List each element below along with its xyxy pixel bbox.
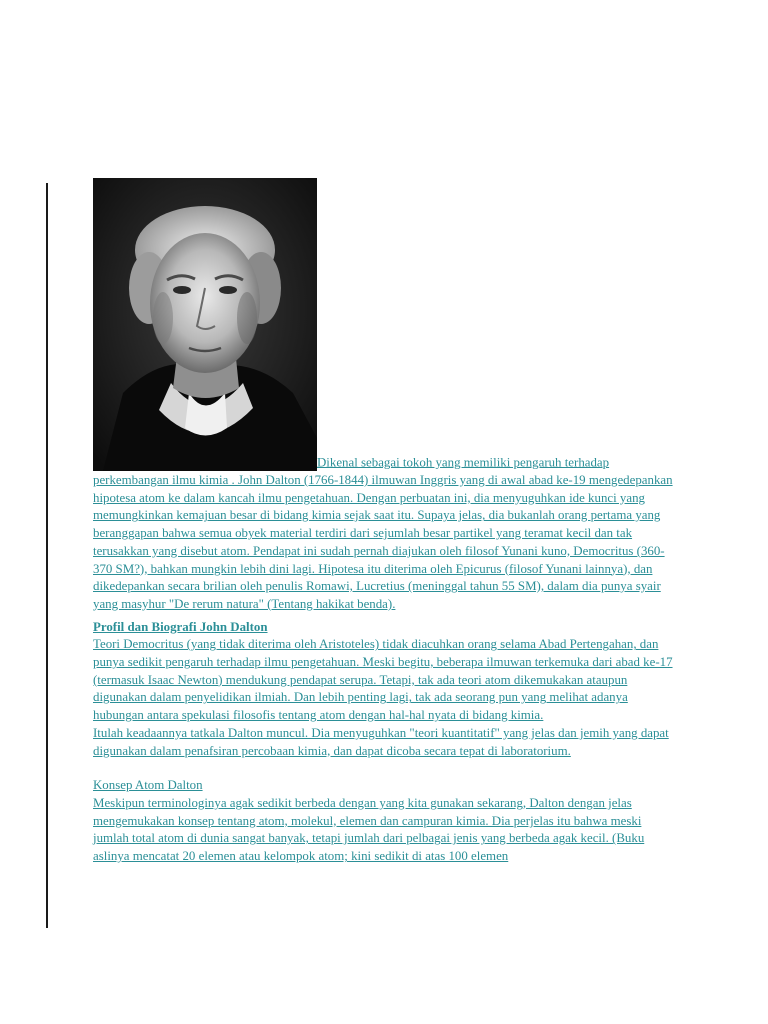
intro-paragraph xyxy=(93,178,678,614)
profile-paragraph-1-link[interactable]: Teori Democritus (yang tidak diterima oleh Aristoteles) tidak diacuhkan orang selama Abad Pertengahan, dan punya sedikit pengaruh terhadap ilmu pengetahuan. Meski begitu, beberapa ilmuwan terkemuka dari abad ke-17 (termasuk Isaac Newton) mendukung pendapat serupa. Tetapi, tak ada teori atom dikemukakan ataupun digunakan dalam penyelidikan ilmiah. Dan lebih penting lagi, tak ada seorang pun yang melihat adanya hubungan antara spekulasi filosofis tentang atom dengan hal-hal nyata di bidang kimia. xyxy=(93,637,673,723)
profile-paragraph-1 xyxy=(93,636,678,725)
profile-paragraph-2 xyxy=(93,725,678,760)
profile-paragraph-2-link[interactable]: Itulah keadaannya tatkala Dalton muncul. Dia menyuguhkan "teori kuantitatif" yang jelas dan jemih yang dapat digunakan dalam penafsiran percobaan kimia, dan dapat dicoba secara tepat di laboratorium. xyxy=(93,725,669,758)
atom-concept-paragraph xyxy=(93,795,678,866)
paragraph-spacer xyxy=(93,760,678,777)
atom-concept-paragraph-link[interactable]: Meskipun terminologinya agak sedikit berbeda dengan yang kita gunakan sekarang, Dalton dengan jelas mengemukakan konsep tentang atom, molekul, elemen dan campuran kimia. Dia perjelas itu bahwa meski jumlah total atom di dunia sangat banyak, tetapi jumlah dari pelbagai jenis yang berbeda agak kecil. (Buku aslinya mencatat 20 elemen atau kelompok atom; kini sedikit di atas 100 elemen xyxy=(93,795,645,864)
john-dalton-portrait xyxy=(93,178,317,471)
intro-text-link[interactable]: Dikenal sebagai tokoh yang memiliki pengaruh terhadap perkembangan ilmu kimia . John Dalton (1766-1844) ilmuwan Inggris yang di awal abad ke-19 mengedepankan hipotesa atom ke dalam kancah ilmu pengetahuan. Dengan perbuatan ini, dia menyuguhkan ide kunci yang memungkinkan kemajuan besar di bidang kimia sejak saat itu. Supaya jelas, dia bukanlah orang pertama yang beranggapan bahwa semua obyek material terdiri dari sejumlah besar partikel yang teramat kecil dan tak terusakkan yang disebut atom. Pendapat ini sudah pernah diajukan oleh filosof Yunani kuno, Democritus (360-370 SM?), bahkan mungkin lebih dini lagi. Hipotesa itu diterima oleh Epicurus (filosof Yunani lainnya), dan dikedepankan secara brilian oleh penulis Romawi, Lucretius (meninggal tahun 55 SM), dalam dia punya syair yang masyhur "De rerum natura" (Tentang hakikat benda). xyxy=(93,455,673,611)
section-heading-profile xyxy=(93,619,678,637)
profile-heading-link[interactable]: Profil dan Biografi John Dalton xyxy=(93,619,268,634)
atom-concept-heading-link[interactable]: Konsep Atom Dalton xyxy=(93,778,203,793)
left-margin-rule xyxy=(46,183,48,928)
article-body xyxy=(93,181,678,866)
section-heading-atom-concept xyxy=(93,777,678,795)
